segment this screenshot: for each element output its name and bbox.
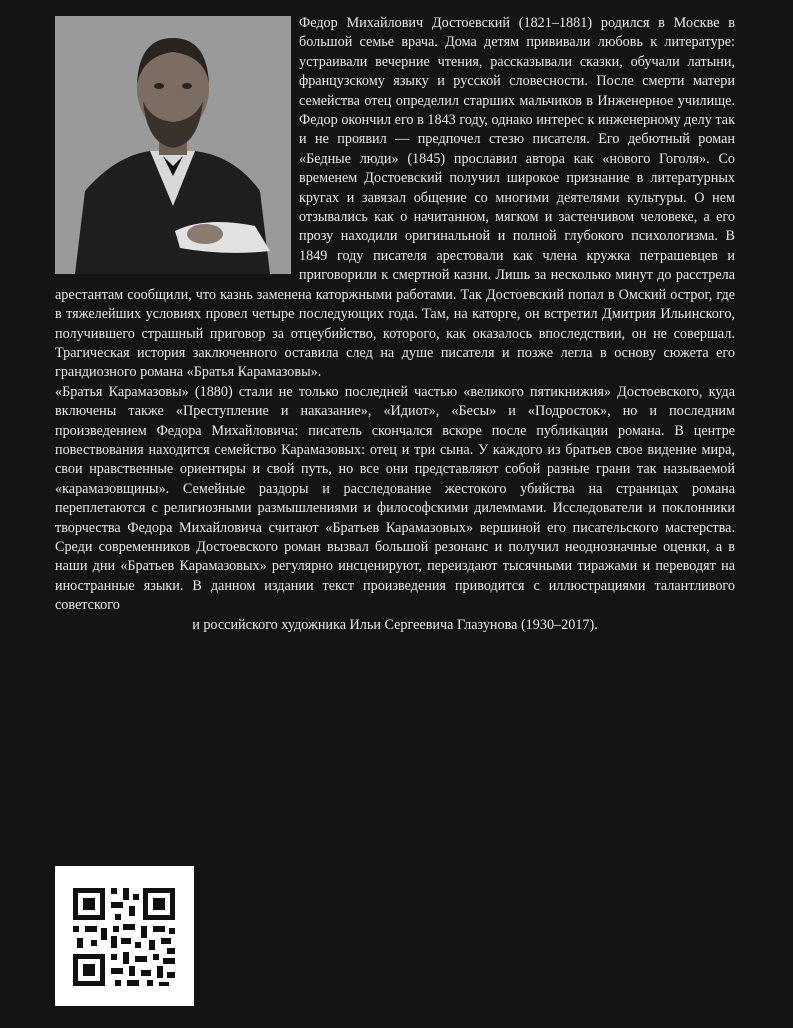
description-text (55, 14, 735, 635)
qr-code (55, 866, 194, 1006)
biography-paragraph: Федор Михайлович Достоевский (1821–1881) родился в Москве в большой семье врача. Дома детям прививали любовь к литературе: устраивали вечерние чтения, рассказывали сказки, обучали латыни, французскому языку и русской словесности. После смерти матери семейства отец определил старших мальчиков в Инженерное училище. Федор окончил его в 1843 году, однако интерес к инженерному делу так и не проявил — предпочел стезю писателя. Его дебютный роман «Бедные люди» (1845) прославил автора как «нового Гоголя». Со временем Достоевский получил широкое признание в литературных кругах и завязал общение со многими деятелями культуры. О нем отзывались как о начитанном, мягком и застенчивом человеке, а его прозу находили оригинальной и полной глубокого психологизма. В 1849 году писателя арестовали как члена кружка петрашевцев и приговорили к смертной казни. Лишь за несколько минут до расстрела арестантам сообщили, что казнь заменена каторжными работами. Так Достоевский попал в Омский острог, где в тяжелейших условиях провел четыре последующих года. Там, на каторге, он встретил Дмитрия Ильинского, получившего страшный приговор за отцеубийство, которого, как оказалось впоследствии, он не совершал. Трагическая история заключенного оставила след на душе писателя и позже легла в основу сюжета его грандиозного романа «Братья Карамазовы». (55, 15, 735, 381)
portrait-float-spacer (55, 14, 299, 274)
novel-paragraph: «Братья Карамазовы» (1880) стали не только последней частью «великого пятикнижия» Достоевского, куда включены также «Преступление и наказание», «Идиот», «Бесы» и «Подросток», но и последним произведением Федора Михайловича: писатель скончался вскоре после публикации романа. В центре повествования находится семейство Карамазовых: отец и три сына. У каждого из братьев свое видение мира, свои нравственные ориентиры и свой путь, но все они представляют собой разные грани так называемой «карамазовщины». Семейные раздоры и расследование жестокого убийства на страницах романа переплетаются с религиозными размышлениями и философскими дилеммами. Исследователи и поклонники творчества Федора Михайловича считают «Братьев Карамазовых» вершиной его писательского мастерства. Среди современников Достоевского роман вызвал большой резонанс и получил неоднозначные оценки, а в наши дни «Братьев Карамазовых» регулярно инсценируют, переиздают тысячными тиражами и переводят на иностранные языки. В данном издании текст произведения приводится с иллюстрациями талантливого советского (55, 383, 735, 614)
novel-paragraph-last-line: и российского художника Ильи Сергеевича Глазунова (1930–2017). (192, 616, 598, 633)
qr-code-icon (55, 866, 194, 1006)
